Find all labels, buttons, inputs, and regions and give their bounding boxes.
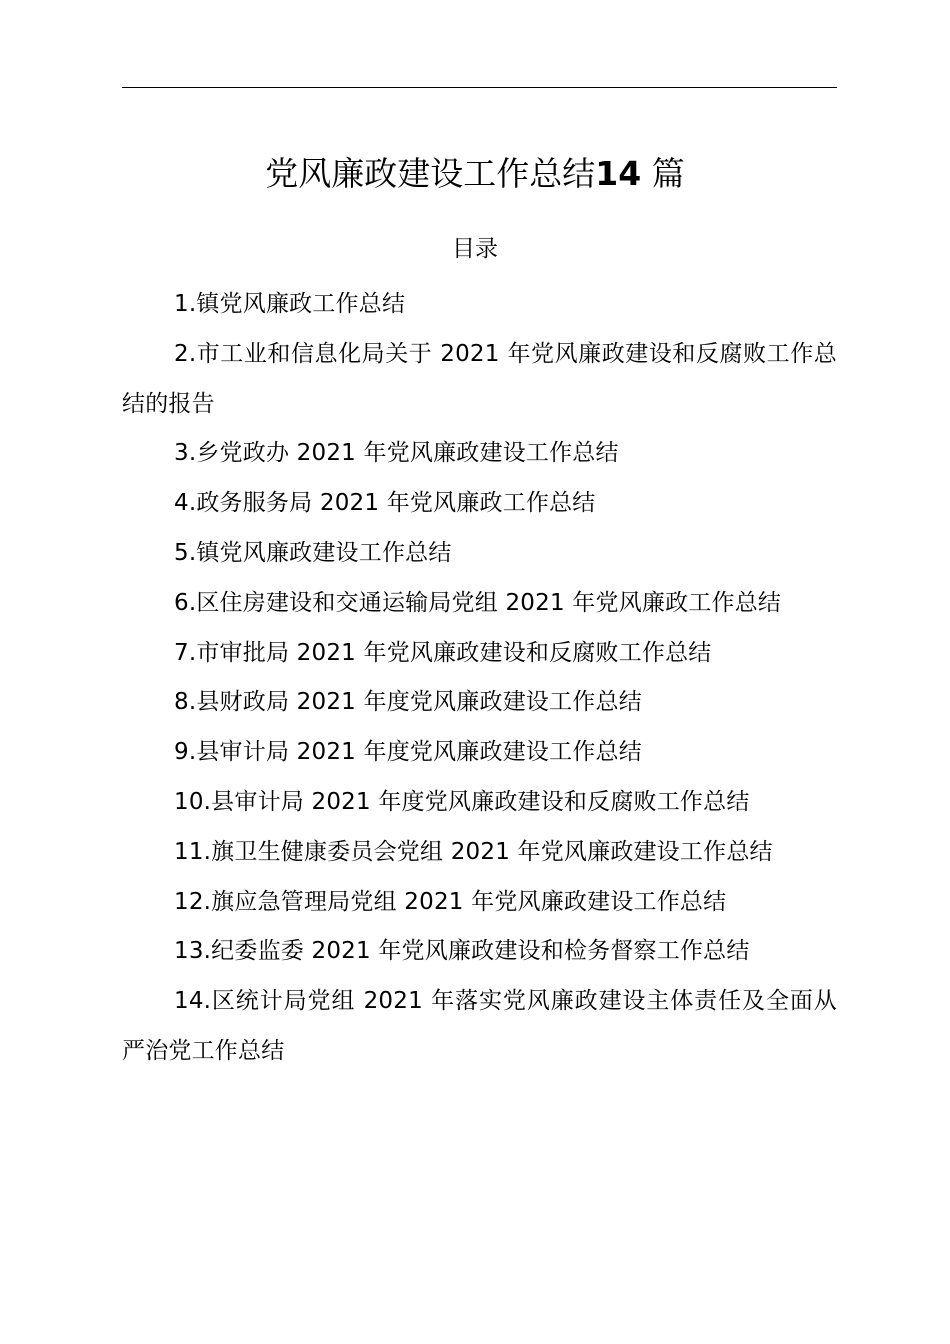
title-number: 14 <box>595 154 642 193</box>
toc-item[interactable]: 8.县财政局 2021 年度党风廉政建设工作总结 <box>174 689 642 716</box>
title-suffix: 篇 <box>651 154 685 193</box>
document-title <box>0 150 950 198</box>
toc-item[interactable]: 1.镇党风廉政工作总结 <box>174 291 406 317</box>
toc-item[interactable]: 7.市审批局 2021 年党风廉政建设和反腐败工作总结 <box>174 639 712 666</box>
toc-item[interactable]: 3.乡党政办 2021 年党风廉政建设工作总结 <box>174 440 619 467</box>
title-text: 党风廉政建设工作总结 <box>265 154 596 193</box>
toc-item[interactable]: 6.区住房建设和交通运输局党组 2021 年党风廉政工作总结 <box>174 589 782 616</box>
toc-item[interactable]: 12.旗应急管理局党组 2021 年党风廉政建设工作总结 <box>174 888 727 915</box>
header-rule <box>122 87 837 88</box>
toc-item[interactable]: 13.纪委监委 2021 年党风廉政建设和检务督察工作总结 <box>174 938 750 965</box>
toc-item[interactable]: 9.县审计局 2021 年度党风廉政建设工作总结 <box>174 739 642 766</box>
toc-item[interactable]: 14.区统计局党组 2021 年落实党风廉政建设主体责任及全面从严治党工作总结 <box>122 988 837 1064</box>
toc-item[interactable]: 11.旗卫生健康委员会党组 2021 年党风廉政建设工作总结 <box>174 838 773 865</box>
toc-heading: 目录 <box>452 236 498 262</box>
toc-item[interactable]: 10.县审计局 2021 年度党风廉政建设和反腐败工作总结 <box>174 788 750 815</box>
toc-item[interactable]: 4.政务服务局 2021 年党风廉政工作总结 <box>174 490 596 517</box>
toc-item[interactable]: 5.镇党风廉政建设工作总结 <box>174 539 452 566</box>
toc-list <box>122 280 837 1077</box>
toc-item[interactable]: 2.市工业和信息化局关于 2021 年党风廉政建设和反腐败工作总结的报告 <box>122 340 837 417</box>
